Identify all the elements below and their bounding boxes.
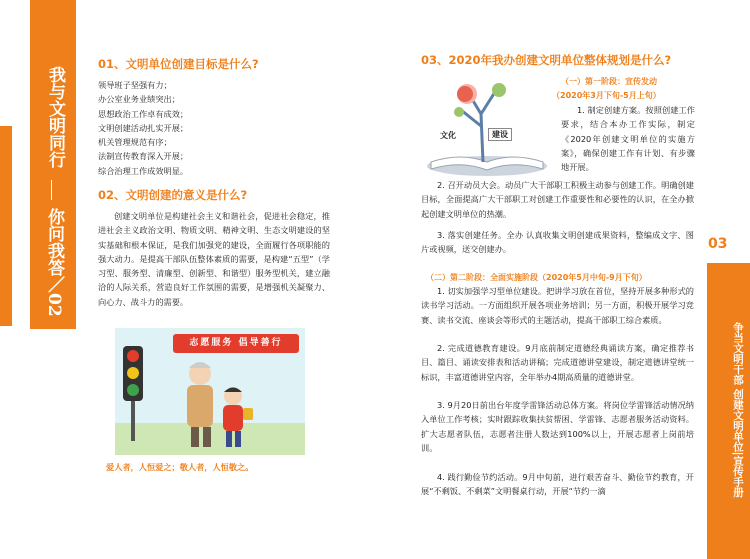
phase2-item-4: 4. 践行勤俭节约活动。9月中旬前，进行艰苦奋斗、勤俭节约教育，开展“不剩饭、不剩菜”文明餐桌行动，开展“节约一滴 — [421, 472, 694, 497]
phase1-item-1: 1. 制定创建方案。按照创建工作要求，结合本办工作实际，制定《2020年创建文明单位的实施方案》，确保创建工作有计划、有步骤地开展。 — [561, 105, 695, 173]
list-item: 综合治理工作成效明显。 — [98, 165, 189, 176]
page-number: 03 — [708, 236, 728, 252]
illus-word-culture: 文化 — [440, 131, 456, 140]
volunteer-poster — [115, 328, 305, 455]
culture-tree-illustration — [421, 74, 551, 179]
section2-heading: 02、文明创建的意义是什么? — [98, 188, 248, 202]
vertical-divider — [51, 180, 52, 200]
phase1-date: （2020年3月下旬-5月上旬） — [552, 91, 661, 100]
phase2-item-2: 2. 完成道德教育建设。9月底前制定道德经典诵读方案，确定推荐书目、篇目、诵读安排表和活动讲稿；完成道德讲堂建设，制定道德讲堂统一标识，丰富道德讲堂内容，全年举办4期高质量的道德讲堂。 — [421, 343, 694, 382]
list-item: 领导班子坚强有力； — [98, 80, 172, 90]
list-item: 思想政治工作卓有成效； — [98, 108, 189, 119]
section2-paragraph: 创建文明单位是构建社会主义和谐社会，促进社会稳定，推进社会主义政治文明、物质文明、精神文明、生态文明建设的坚实基础和根本保证，是我们加强党的建设，全面履行各项职能的强大动力。是提高干部队伍整体素质的需要，是构建“五型”（学习型、服务型、清廉型、创新型、和谐型）服务型机关，建立融洽的人际关系，营造良好工作氛围的需要，是增强机关凝聚力、向心力、战斗力的需要。 — [98, 211, 330, 307]
handbook-title-vertical: 争当文明干部 创建文明单位|宣传手册 — [732, 322, 744, 498]
vertical-title-top: 我与文明同行 — [45, 66, 65, 168]
list-item: 机关管理规范有序； — [98, 137, 172, 148]
phase1-item-2: 2. 召开动员大会。动员广大干部职工积极主动参与创建工作。明确创建目标，全面提高广大干部职工对创建工作重要性和必要性的认识，在全办掀起创建文明单位的热潮。 — [421, 180, 694, 219]
phase2-title: （二）第二阶段：全面实施阶段（2020年5月中旬-9月下旬） — [426, 273, 647, 282]
vertical-title-bottom: 你问我答／02 — [44, 208, 64, 317]
poster-banner — [173, 334, 299, 353]
poster-caption: 爱人者，人恒爱之；敬人者，人恒敬之。 — [106, 462, 254, 472]
left-margin — [0, 0, 30, 559]
phase2-item-1: 1. 切实加强学习型单位建设。把讲学习放在首位，坚持开展多种形式的读书学习活动。一方面组织开展各项业务培训；另一方面，积极开展学习竞赛、读书交流、座谈会等形式的主题活动，提高干部职工综合素质。 — [421, 286, 694, 325]
list-item: 文明创建活动扎实开展； — [98, 122, 189, 133]
poster-banner-text: 志愿服务 倡导善行 — [189, 338, 283, 348]
section1-heading: 01、文明单位创建目标是什么? — [98, 57, 259, 71]
illus-word-build: 建设 — [488, 128, 512, 141]
phase1-item-3: 3. 落实创建任务。全办 认真收集文明创建成果资料，整编成文字、图片或视频，送交创建办。 — [421, 230, 694, 255]
list-item: 法制宣传教育深入开展； — [98, 151, 189, 162]
section3-heading: 03、2020年我办创建文明单位整体规划是什么? — [421, 53, 672, 67]
section1-list — [98, 78, 188, 178]
left-orange-strip — [0, 126, 12, 326]
list-item: 办公室业务业绩突出； — [98, 94, 180, 105]
phase2-item-3: 3. 9月20日前出台年度学雷锋活动总体方案。将岗位学雷锋活动情况纳入单位工作考核；实时跟踪收集扶贫帮困、学雷锋、志愿者服务活动资料。扩大志愿者队伍，志愿者注册人数达到100%以上，开展志愿者上岗前培训。 — [421, 400, 694, 453]
phase1-title: （一）第一阶段：宣传发动 — [561, 77, 657, 86]
